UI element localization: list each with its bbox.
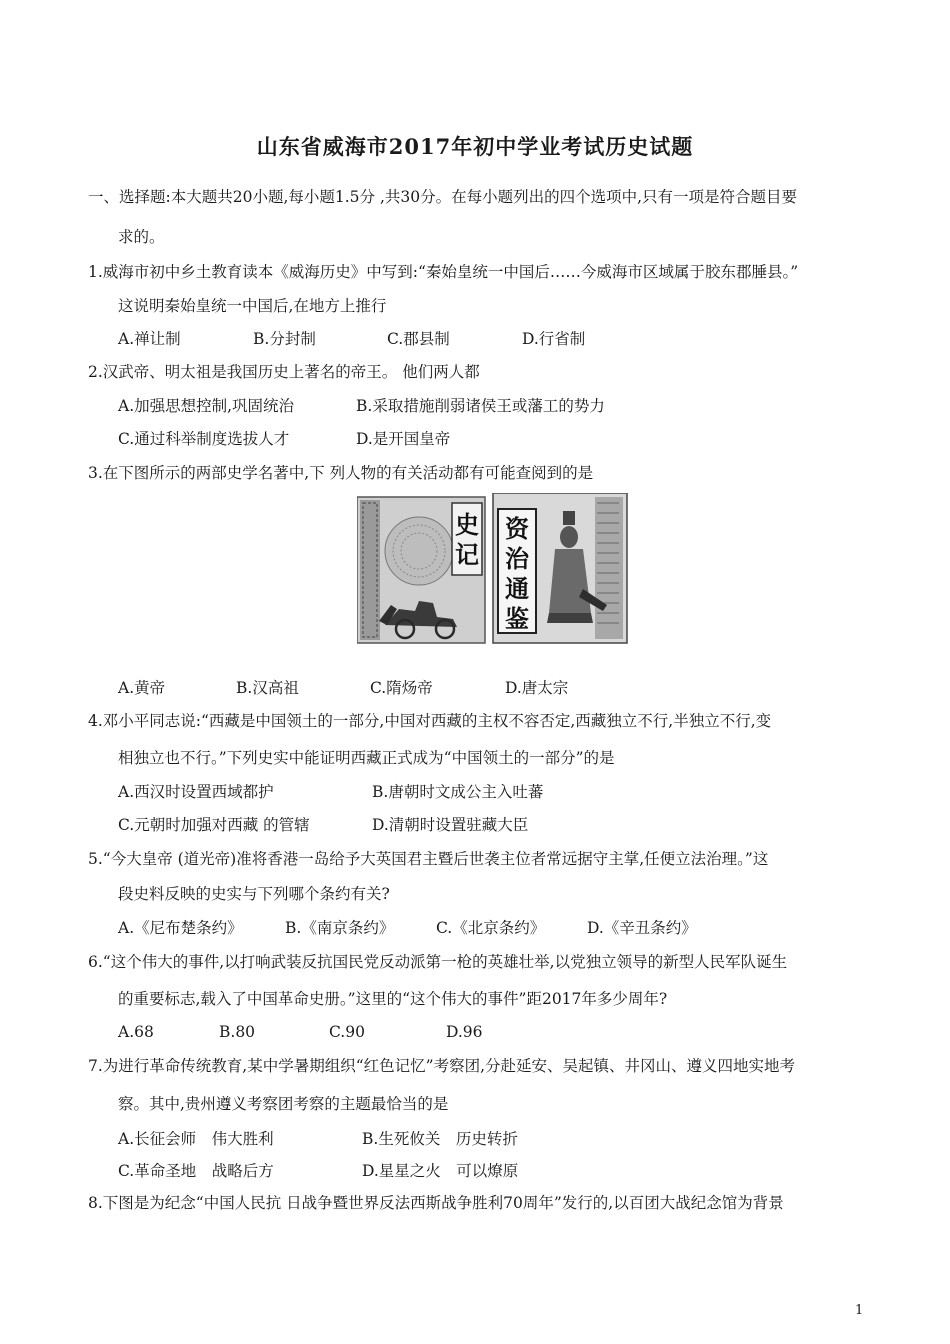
question-2-option-b: B.采取措施削弱诸侯王或藩工的势力 (356, 397, 605, 415)
zizhitongjian-book-cover (493, 493, 627, 643)
book2-title-char-4: 鉴 (505, 604, 529, 633)
question-6-option-d: D.96 (446, 1023, 483, 1041)
question-6-text: 6.“这个伟大的事件,以打响武装反抗国民党反动派第一枪的英雄壮举,以党独立领导的新型人民军队诞生 (88, 953, 788, 971)
question-5-text-cont: 段史料反映的史实与下列哪个条约有关? (118, 885, 390, 903)
question-1-text-cont: 这说明秦始皇统一中国后,在地方上推行 (118, 297, 387, 315)
book2-title-char-1: 资 (505, 514, 529, 543)
question-7-text: 7.为进行革命传统教育,某中学暑期组织“红色记忆”考察团,分赴延安、吴起镇、井冈山、遵义四地实地考 (88, 1057, 795, 1075)
question-1-option-a: A.禅让制 (118, 330, 181, 348)
question-7-text-cont: 察。其中,贵州遵义考察团考察的主题最恰当的是 (118, 1095, 449, 1113)
question-6-text-cont: 的重要标志,载入了中国革命史册。”这里的“这个伟大的事件”距2017年多少周年? (118, 990, 668, 1008)
question-2-option-a: A.加强思想控制,巩固统治 (118, 397, 295, 415)
question-8-text: 8.下图是为纪念“中国人民抗 日战争暨世界反法西斯战争胜利70周年”发行的,以百团大战纪念馆为背景 (88, 1194, 784, 1212)
question-1-option-b: B.分封制 (253, 330, 316, 348)
question-1-text: 1.威海市初中乡土教育读本《威海历史》中写到:“秦始皇统一中国后……今威海市区域属于胶东郡腄县。” (88, 263, 799, 281)
book1-title-char-2: 记 (455, 540, 479, 569)
question-3-option-d: D.唐太宗 (505, 679, 569, 697)
question-2-option-c: C.通过科举制度选拔人才 (118, 430, 290, 448)
page-title: 山东省威海市2017年初中学业考试历史试题 (256, 134, 694, 159)
question-3-option-a: A.黄帝 (118, 679, 166, 697)
question-5-option-b: B.《南京条约》 (285, 919, 395, 937)
question-4-text-cont: 相独立也不行。”下列史实中能证明西藏正式成为“中国领土的一部分”的是 (118, 749, 615, 767)
question-6-option-a: A.68 (118, 1023, 154, 1041)
question-7-option-d: D.星星之火 可以燎原 (362, 1162, 519, 1180)
question-5-option-d: D.《辛丑条约》 (587, 919, 697, 937)
question-1-option-d: D.行省制 (522, 330, 586, 348)
question-2-option-d: D.是开国皇帝 (356, 430, 451, 448)
question-3-text: 3.在下图所示的两部史学名著中,下 列人物的有关活动都有可能查阅到的是 (88, 464, 594, 482)
question-3-option-b: B.汉高祖 (236, 679, 299, 697)
book1-title-char-1: 史 (455, 510, 479, 539)
question-6-option-b: B.80 (219, 1023, 256, 1041)
question-5-text: 5.“今大皇帝 (道光帝)准将香港一岛给予大英国君主暨后世袭主位者常远据守主掌,任便立法治理。”这 (88, 850, 769, 868)
question-4-option-d: D.清朝时设置驻藏大臣 (372, 816, 529, 834)
book2-title-char-2: 治 (505, 544, 529, 573)
question-1-option-c: C.郡县制 (387, 330, 450, 348)
question-5-option-a: A.《尼布楚条约》 (118, 919, 243, 937)
history-books-image (357, 493, 629, 645)
question-2-text: 2.汉武帝、明太祖是我国历史上著名的帝王。 他们两人都 (88, 363, 480, 381)
section-instruction: 一、选择题:本大题共20小题,每小题1.5分 ,共30分。在每小题列出的四个选项中,只有一项是符合题目要 (88, 188, 798, 206)
section-instruction-cont: 求的。 (118, 228, 165, 246)
question-6-option-c: C.90 (329, 1023, 365, 1041)
question-4-text: 4.邓小平同志说:“西藏是中国领土的一部分,中国对西藏的主权不容否定,西藏独立不行,半独立不行,变 (88, 712, 772, 730)
question-4-option-a: A.西汉时设置西域都护 (118, 783, 274, 801)
shiji-book-cover (357, 497, 485, 643)
question-3-option-c: C.隋炀帝 (370, 679, 433, 697)
question-7-option-a: A.长征会师 伟大胜利 (118, 1130, 274, 1148)
book2-title-char-3: 通 (505, 574, 529, 603)
question-4-option-c: C.元朝时加强对西藏 的管辖 (118, 816, 310, 834)
question-4-option-b: B.唐朝时文成公主入吐蕃 (372, 783, 544, 801)
question-7-option-b: B.生死攸关 历史转折 (362, 1130, 518, 1148)
question-7-option-c: C.革命圣地 战略后方 (118, 1162, 274, 1180)
question-5-option-c: C.《北京条约》 (436, 919, 546, 937)
page-number: 1 (855, 1303, 864, 1318)
